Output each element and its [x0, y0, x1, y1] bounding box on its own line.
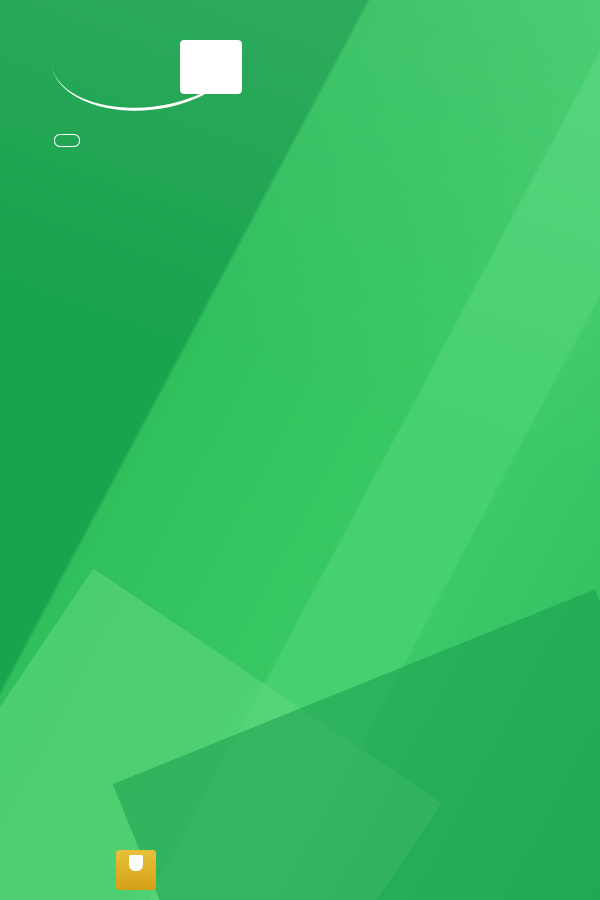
jornada-subtitle-pill	[54, 134, 80, 147]
poster-footer	[0, 840, 600, 900]
ayuntamiento-ecija-logo	[116, 850, 156, 890]
junta-de-andalucia-logo	[42, 853, 96, 887]
poster-header	[0, 0, 600, 120]
poster-content	[0, 0, 600, 159]
ara-logo	[24, 18, 292, 114]
jornada-title-row	[0, 120, 600, 157]
ecija-crest-icon	[129, 855, 143, 871]
agenda-list-top	[0, 157, 600, 159]
ara-logo-box	[180, 40, 242, 94]
